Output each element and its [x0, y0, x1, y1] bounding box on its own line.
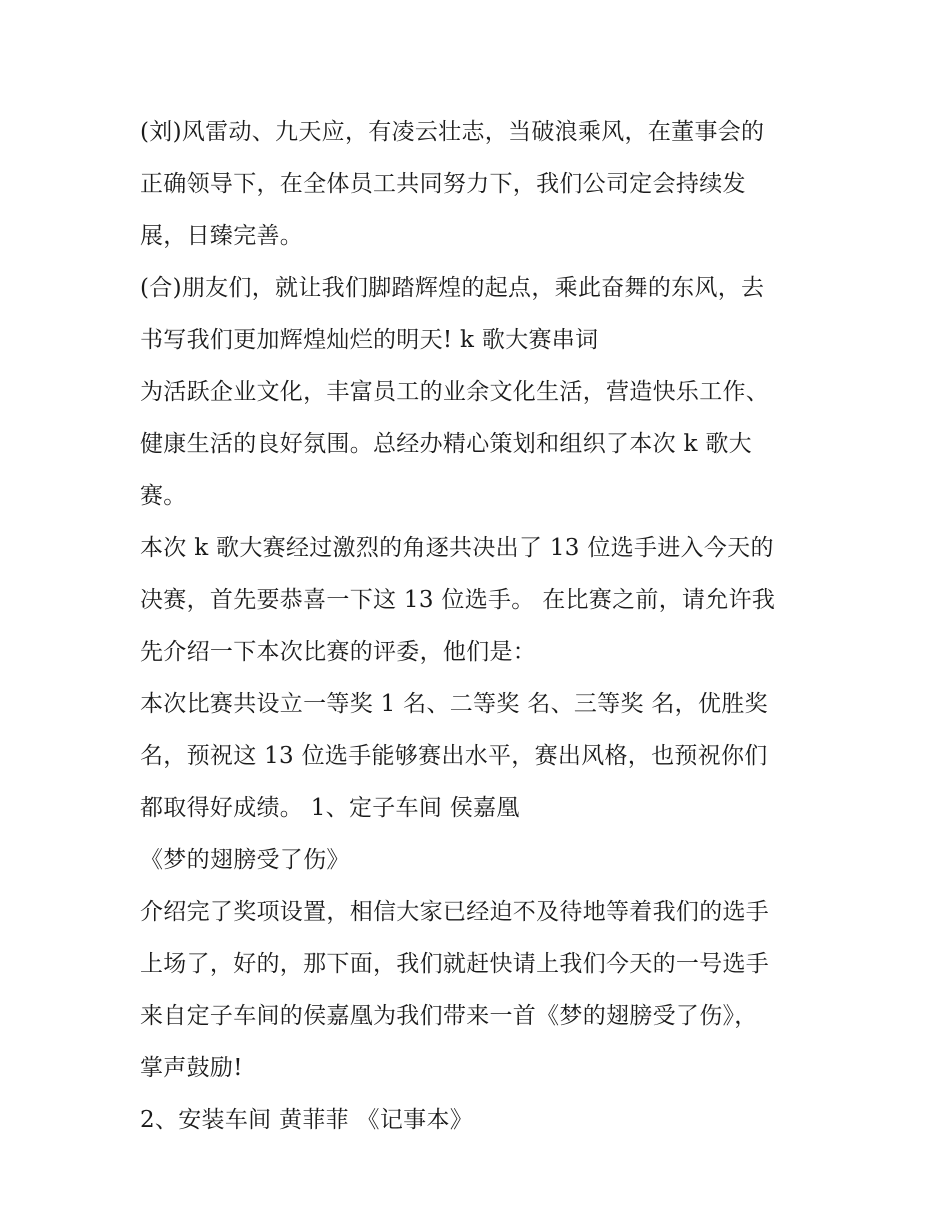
text-line: (合)朋友们，就让我们脚踏辉煌的起点，乘此奋舞的东风，去: [140, 275, 765, 301]
text-line: 掌声鼓励!: [140, 1055, 243, 1081]
text-line: 名，预祝这 13 位选手能够赛出水平，赛出风格，也预祝你们: [140, 743, 768, 769]
text-line: 先介绍一下本次比赛的评委，他们是：: [140, 639, 537, 665]
text-line: 决赛，首先要恭喜一下这 13 位选手。 在比赛之前，请允许我: [140, 587, 776, 613]
text-line: 正确领导下，在全体员工共同努力下，我们公司定会持续发: [140, 171, 746, 197]
text-line: 上场了，好的，那下面，我们就赶快请上我们今天的一号选手: [140, 951, 770, 977]
text-line: 本次 k 歌大赛经过激烈的角逐共决出了 13 位选手进入今天的: [140, 535, 774, 561]
text-line: 来自定子车间的侯嘉凰为我们带来一首《梦的翅膀受了伤》，: [140, 1003, 758, 1029]
text-line: 健康生活的良好氛围。总经办精心策划和组织了本次 k 歌大: [140, 431, 752, 457]
document-body: [140, 106, 820, 1146]
text-line: 2、安装车间 黄菲菲 《记事本》: [140, 1107, 474, 1133]
text-line: 本次比赛共设立一等奖 1 名、二等奖 名、三等奖 名，优胜奖: [140, 691, 768, 717]
text-line: 为活跃企业文化，丰富员工的业余文化生活，营造快乐工作、: [140, 379, 770, 405]
text-line: 赛。: [140, 483, 187, 509]
text-line: (刘)风雷动、九天应，有凌云壮志，当破浪乘风，在董事会的: [140, 119, 765, 145]
text-line: 《梦的翅膀受了伤》: [140, 847, 350, 873]
text-line: 书写我们更加辉煌灿烂的明天! k 歌大赛串词: [140, 327, 599, 353]
text-line: 展，日臻完善。: [140, 223, 304, 249]
text-line: 介绍完了奖项设置，相信大家已经迫不及待地等着我们的选手: [140, 899, 770, 925]
text-line: 都取得好成绩。 1、定子车间 侯嘉凰: [140, 795, 520, 821]
